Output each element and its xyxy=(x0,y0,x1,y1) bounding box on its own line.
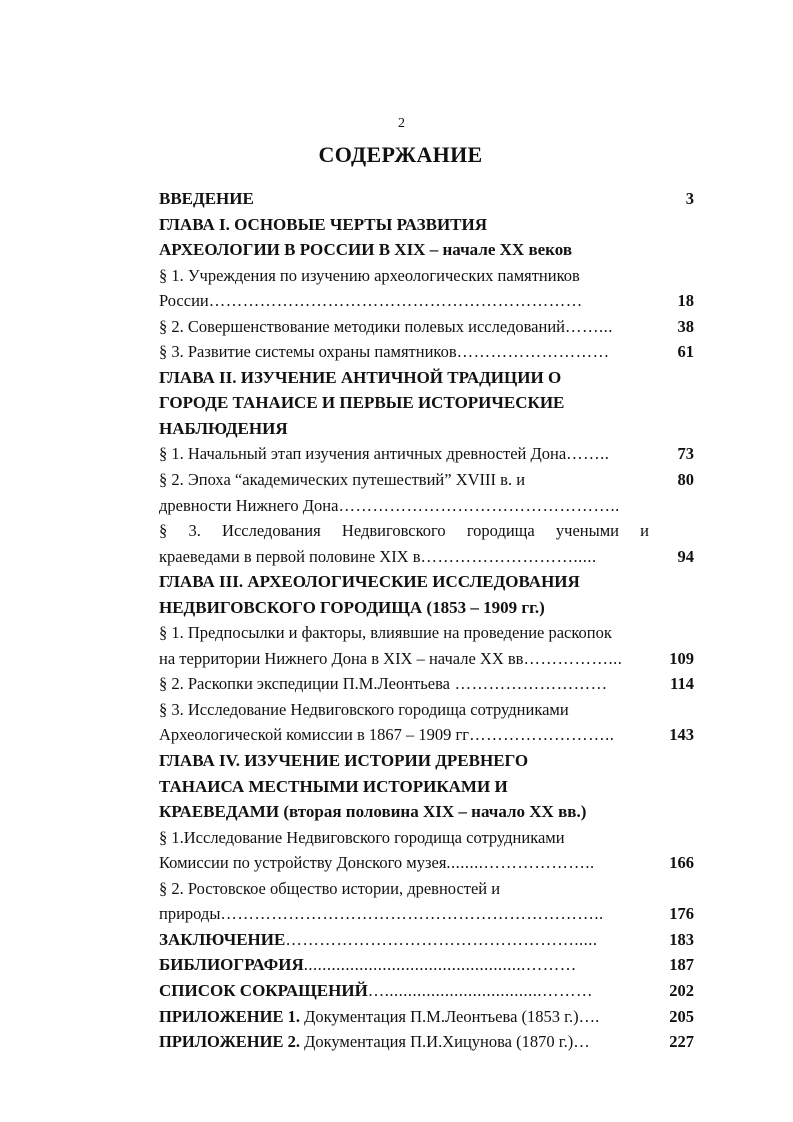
toc-entry-text xyxy=(159,799,586,825)
toc-leader-dots: …….. xyxy=(566,444,610,464)
toc-entry-text xyxy=(159,978,593,1004)
toc-entry-label: § 3. Исследование Недвиговского городища сотрудниками xyxy=(159,699,569,719)
toc-entry-text xyxy=(159,518,649,544)
toc-entry-label: ПРИЛОЖЕНИЕ 1. xyxy=(159,1006,300,1026)
toc-entry-label: ЗАКЛЮЧЕНИЕ xyxy=(159,929,286,949)
toc-entry-text xyxy=(159,748,528,774)
toc-leader-dots: ……………………………………………..... xyxy=(285,929,598,949)
toc-entry-text xyxy=(159,441,609,467)
toc-entry-label: § 3. Исследования Недвиговского городища учеными и xyxy=(159,521,649,541)
toc-leader-dots: ................................................……… xyxy=(303,955,577,975)
toc-page-number: 18 xyxy=(677,291,694,311)
toc-entry-label: ПРИЛОЖЕНИЕ 2. xyxy=(159,1032,300,1052)
toc-line xyxy=(159,237,694,263)
toc-entry-text xyxy=(159,467,525,493)
toc-leader-dots: ……... xyxy=(564,316,613,336)
toc-entry-text xyxy=(159,825,565,851)
toc-entry-label: БИБЛИОГРАФИЯ xyxy=(159,955,304,975)
toc-line xyxy=(159,722,694,748)
toc-entry-label: ГЛАВА IV. ИЗУЧЕНИЕ ИСТОРИИ ДРЕВНЕГО xyxy=(159,751,529,771)
toc-entry-text xyxy=(159,186,254,212)
toc-entry-label: § 3. Развитие системы охраны памятников xyxy=(159,342,457,362)
toc-entry-text xyxy=(159,901,604,927)
toc-entry-text xyxy=(159,263,580,289)
toc-entry-text xyxy=(159,595,545,621)
toc-entry-label: России xyxy=(159,291,209,311)
toc-entry-text xyxy=(159,774,508,800)
toc-leader-dots: ……………………… xyxy=(456,342,610,362)
toc-page-number: 143 xyxy=(669,725,694,745)
toc-entry-label: § 2. Раскопки экспедиции П.М.Леонтьева xyxy=(159,674,450,694)
toc-page-number: 94 xyxy=(677,546,694,566)
toc-line xyxy=(159,441,694,467)
toc-entry-label: на территории Нижнего Дона в XIX – начале XX вв xyxy=(159,648,524,668)
toc-page-number: 61 xyxy=(677,342,694,362)
toc-entry-label: природы xyxy=(159,904,221,924)
page-title: СОДЕРЖАНИЕ xyxy=(318,142,483,167)
toc-entry-text xyxy=(159,544,597,570)
toc-page-number: 114 xyxy=(670,674,694,694)
toc-entry-label: АРХЕОЛОГИИ В РОССИИ В XIX – начале XX веков xyxy=(159,240,573,260)
toc-entry-label: древности Нижнего Дона xyxy=(159,495,339,515)
toc-page-number: 166 xyxy=(669,853,694,873)
toc-line xyxy=(159,671,694,697)
toc-entry-text xyxy=(159,365,561,391)
toc-page-number: 109 xyxy=(669,648,694,668)
toc-entry-rest: Документация П.И.Хицунова (1870 г.)… xyxy=(299,1032,590,1052)
toc-entry-text xyxy=(159,1029,590,1055)
page-number: 2 xyxy=(398,116,405,131)
toc-entry-label: § 2. Совершенствование методики полевых исследований xyxy=(159,316,565,336)
toc-entry-label: НАБЛЮДЕНИЯ xyxy=(159,418,288,438)
toc-entry-label: ГЛАВА I. ОСНОВЫЕ ЧЕРТЫ РАЗВИТИЯ xyxy=(159,214,488,234)
toc-entry-text xyxy=(159,493,620,519)
toc-line xyxy=(159,876,694,902)
toc-entry-text xyxy=(159,314,613,340)
toc-entry-text xyxy=(159,722,614,748)
toc-page-number: 227 xyxy=(669,1032,694,1052)
toc-page-number: 187 xyxy=(669,955,694,975)
toc-entry-text xyxy=(159,390,564,416)
toc-line xyxy=(159,569,694,595)
toc-line xyxy=(159,799,694,825)
toc-entry-label: КРАЕВЕДАМИ (вторая половина XIX – начало XX вв.) xyxy=(159,802,587,822)
toc-leader-dots: ………………………………………….. xyxy=(338,495,620,515)
toc-page-number: 3 xyxy=(685,189,694,208)
toc-entry-text xyxy=(159,876,500,902)
toc-line xyxy=(159,493,694,519)
toc-entry-label: § 1. Предпосылки и факторы, влиявшие на проведение раскопок xyxy=(159,623,612,643)
toc-line xyxy=(159,544,694,570)
toc-entry-label: СПИСОК СОКРАЩЕНИЙ xyxy=(159,980,368,1000)
toc-entry-text xyxy=(159,697,569,723)
toc-entry-label: НЕДВИГОВСКОГО ГОРОДИЩА (1853 – 1909 гг.) xyxy=(159,597,545,617)
toc-line xyxy=(159,518,649,544)
toc-leader-dots: …………………….. xyxy=(469,725,615,745)
toc-leader-dots: …..................................……… xyxy=(367,980,594,1000)
toc-line xyxy=(159,186,694,212)
toc-leader-dots: ………………………………………………………….. xyxy=(220,904,604,924)
toc-line xyxy=(159,467,694,493)
toc-entry-text xyxy=(159,339,610,365)
toc-leader-dots: ………………………..... xyxy=(420,546,597,566)
toc-line xyxy=(159,212,694,238)
toc-line xyxy=(159,927,694,953)
toc-entry-text xyxy=(159,569,580,595)
toc-page-number: 202 xyxy=(669,980,694,1000)
toc-entry-label: § 1.Исследование Недвиговского городища сотрудниками xyxy=(159,827,565,847)
toc-leader-dots: ……………... xyxy=(523,648,623,668)
toc-entry-label: ТАНАИСА МЕСТНЫМИ ИСТОРИКАМИ И xyxy=(159,776,508,796)
toc-page-number: 73 xyxy=(677,444,694,464)
toc-entry-text xyxy=(159,416,288,442)
table-of-contents xyxy=(159,186,694,1055)
toc-line xyxy=(159,774,694,800)
toc-leader-dots: ……………………… xyxy=(450,674,608,694)
toc-page-number: 80 xyxy=(677,470,694,490)
toc-entry-label: § 2. Ростовское общество истории, древностей и xyxy=(159,878,501,898)
toc-line xyxy=(159,901,694,927)
toc-leader-dots: ........……………….. xyxy=(446,853,595,873)
toc-page-number: 176 xyxy=(669,904,694,924)
toc-entry-label: ГОРОДЕ ТАНАИСЕ И ПЕРВЫЕ ИСТОРИЧЕСКИЕ xyxy=(159,393,565,413)
toc-entry-text xyxy=(159,646,622,672)
toc-line xyxy=(159,1029,694,1055)
toc-entry-text xyxy=(159,212,487,238)
toc-entry-label: ГЛАВА II. ИЗУЧЕНИЕ АНТИЧНОЙ ТРАДИЦИИ О xyxy=(159,367,562,387)
toc-entry-label: Археологической комиссии в 1867 – 1909 гг xyxy=(159,725,470,745)
toc-entry-text xyxy=(159,288,583,314)
toc-line xyxy=(159,646,694,672)
toc-entry-label: ГЛАВА III. АРХЕОЛОГИЧЕСКИЕ ИССЛЕДОВАНИЯ xyxy=(159,572,580,592)
toc-line xyxy=(159,1004,694,1030)
toc-page-number: 38 xyxy=(677,316,694,336)
toc-page-number: 183 xyxy=(669,929,694,949)
toc-entry-label: § 1. Начальный этап изучения античных древностей Дона xyxy=(159,444,567,464)
toc-line xyxy=(159,952,694,978)
toc-entry-label: краеведами в первой половине XIX в xyxy=(159,546,421,566)
toc-entry-label: § 2. Эпоха “академических путешествий” XVIII в. и xyxy=(159,470,526,490)
toc-entry-rest: Документация П.М.Леонтьева (1853 г.)…. xyxy=(299,1006,600,1026)
toc-line xyxy=(159,314,694,340)
toc-line xyxy=(159,263,694,289)
toc-entry-label: ВВЕДЕНИЕ xyxy=(159,189,254,208)
toc-line xyxy=(159,697,694,723)
toc-line xyxy=(159,365,694,391)
toc-line xyxy=(159,390,694,416)
toc-line xyxy=(159,416,694,442)
toc-line xyxy=(159,595,694,621)
toc-line xyxy=(159,620,694,646)
toc-entry-text xyxy=(159,850,595,876)
toc-entry-label: Комиссии по устройству Донского музея xyxy=(159,853,447,873)
toc-entry-text xyxy=(159,927,597,953)
toc-entry-text xyxy=(159,237,572,263)
toc-entry-text xyxy=(159,620,612,646)
toc-leader-dots: ………………………………………………………… xyxy=(208,291,583,311)
toc-line xyxy=(159,748,694,774)
toc-entry-text xyxy=(159,1004,599,1030)
toc-entry-text xyxy=(159,671,608,697)
toc-line xyxy=(159,978,694,1004)
toc-entry-text xyxy=(159,952,577,978)
toc-line xyxy=(159,288,694,314)
toc-line xyxy=(159,339,694,365)
toc-line xyxy=(159,825,694,851)
toc-line xyxy=(159,850,694,876)
toc-page-number: 205 xyxy=(669,1006,694,1026)
toc-entry-label: § 1. Учреждения по изучению археологических памятников xyxy=(159,265,580,285)
